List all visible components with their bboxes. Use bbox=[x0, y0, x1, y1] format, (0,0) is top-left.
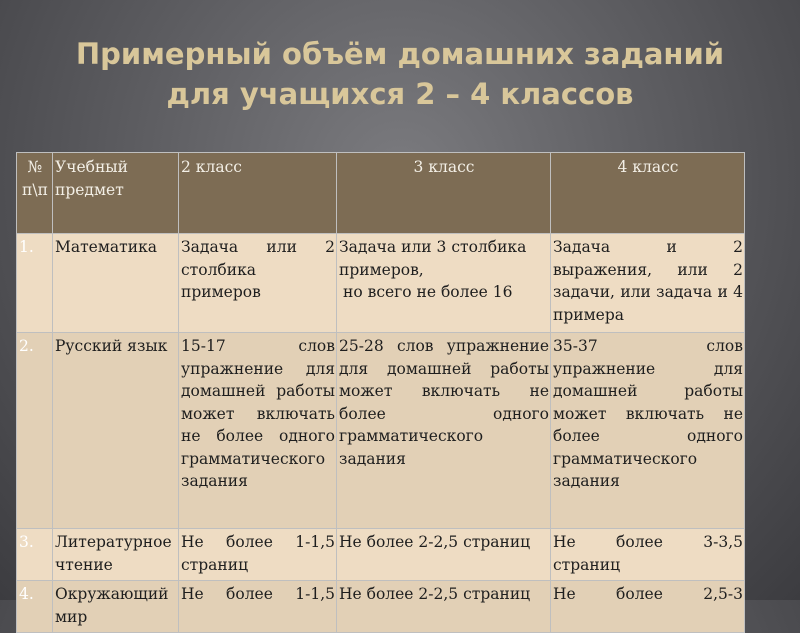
grade-3-cell: 25-28 слов упражнение для домашней работы может включать не более одного грамматического задания bbox=[337, 333, 551, 529]
grade-2-cell: 15-17 слов упражнение для домашней работы может включать не более одного грамматического задания bbox=[179, 333, 337, 529]
header-grade-3: 3 класс bbox=[337, 153, 551, 234]
table-row bbox=[17, 333, 745, 529]
grade-3-cell bbox=[337, 234, 551, 333]
homework-table bbox=[16, 152, 745, 633]
grade-3-extra: но всего не более 16 bbox=[343, 283, 513, 301]
slide-title-line1: Примерный объём домашних заданий bbox=[75, 37, 725, 71]
grade-4-cell: Задача и 2 выражения, или 2 задачи, или задача и 4 примера bbox=[551, 234, 745, 333]
grade-2-cell: Задача или 2 столбика примеров bbox=[179, 234, 337, 333]
grade-4-cell: 35-37 слов упражнение для домашней работы может включать не более одного грамматического задания bbox=[551, 333, 745, 529]
slide-title-line2: для учащихся 2 – 4 классов bbox=[166, 77, 634, 111]
table-row bbox=[17, 581, 745, 633]
grade-3-cell: Не более 2-2,5 страниц bbox=[337, 581, 551, 633]
table-row bbox=[17, 234, 745, 333]
grade-4-cell: Не более 3-3,5 страниц bbox=[551, 529, 745, 581]
subject-cell: Литературное чтение bbox=[53, 529, 179, 581]
row-number: 3. bbox=[17, 529, 53, 581]
header-subject: Учебный предмет bbox=[53, 153, 179, 234]
slide-title bbox=[0, 34, 800, 114]
subject-cell: Окружающий мир bbox=[53, 581, 179, 633]
subject-cell: Русский язык bbox=[53, 333, 179, 529]
row-number: 1. bbox=[17, 234, 53, 333]
grade-3-text: Задача или 3 столбика примеров, bbox=[339, 238, 527, 279]
grade-3-cell: Не более 2-2,5 страниц bbox=[337, 529, 551, 581]
row-number: 2. bbox=[17, 333, 53, 529]
header-grade-4: 4 класс bbox=[551, 153, 745, 234]
header-number: № п\п bbox=[17, 153, 53, 234]
table-row bbox=[17, 529, 745, 581]
table-header-row bbox=[17, 153, 745, 234]
row-number: 4. bbox=[17, 581, 53, 633]
grade-4-cell: Не более 2,5-3 bbox=[551, 581, 745, 633]
header-grade-2: 2 класс bbox=[179, 153, 337, 234]
subject-cell: Математика bbox=[53, 234, 179, 333]
grade-2-cell: Не более 1-1,5 страниц bbox=[179, 529, 337, 581]
grade-2-cell: Не более 1-1,5 bbox=[179, 581, 337, 633]
